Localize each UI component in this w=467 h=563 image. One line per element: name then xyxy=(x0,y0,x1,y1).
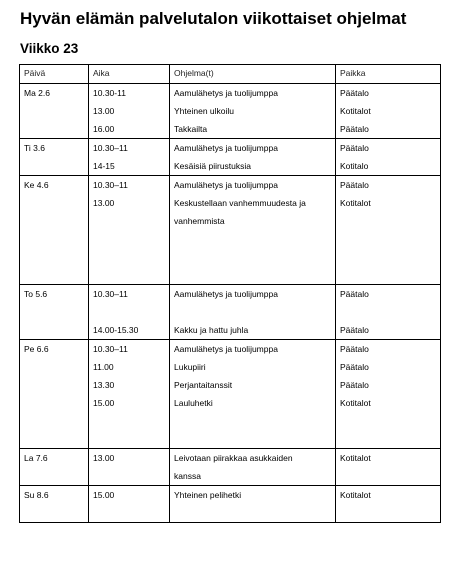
header-day: Päivä xyxy=(20,65,89,84)
time-entry xyxy=(93,248,165,266)
program-entry xyxy=(174,266,331,284)
day-label: To 5.6 xyxy=(24,289,48,299)
week-heading: Viikko 23 xyxy=(20,41,79,56)
table-row xyxy=(20,176,441,285)
day-label: Su 8.6 xyxy=(24,490,49,500)
time-entry xyxy=(93,467,165,485)
program-entry: Aamulähetys ja tuolijumppa xyxy=(174,344,278,354)
place-entry: Päätalo xyxy=(340,88,369,98)
time-entry xyxy=(93,412,165,430)
program-entry xyxy=(174,303,331,321)
time-entry: 14.00-15.30 xyxy=(93,325,139,335)
place-entry xyxy=(340,467,436,485)
place-entry: Päätalo xyxy=(340,143,369,153)
time-entry xyxy=(93,266,165,284)
time-entry: 15.00 xyxy=(93,398,115,408)
day-label: Pe 6.6 xyxy=(24,344,49,354)
place-entry: Kotitalo xyxy=(340,161,369,171)
program-cell xyxy=(170,176,336,285)
place-cell xyxy=(336,449,441,486)
program-cell xyxy=(170,449,336,486)
place-cell xyxy=(336,139,441,176)
time-entry xyxy=(93,230,165,248)
time-cell xyxy=(89,285,170,340)
program-entry: Yhteinen ulkoilu xyxy=(174,106,235,116)
place-entry: Kotitalot xyxy=(340,453,371,463)
program-entry: Aamulähetys ja tuolijumppa xyxy=(174,143,278,153)
program-entry: vanhemmista xyxy=(174,216,225,226)
place-cell xyxy=(336,176,441,285)
table-header-row xyxy=(20,65,441,84)
time-entry: 10.30-11 xyxy=(93,88,126,98)
program-entry: Aamulähetys ja tuolijumppa xyxy=(174,180,278,190)
place-entry xyxy=(340,303,436,321)
program-entry: Keskustellaan vanhemmuudesta ja xyxy=(174,198,306,208)
time-cell xyxy=(89,486,170,523)
time-cell xyxy=(89,84,170,139)
place-cell xyxy=(336,486,441,523)
time-entry: 13.00 xyxy=(93,106,115,116)
time-entry: 16.00 xyxy=(93,124,115,134)
place-entry: Päätalo xyxy=(340,380,369,390)
place-entry xyxy=(340,212,436,230)
program-entry xyxy=(174,248,331,266)
place-entry xyxy=(340,266,436,284)
program-entry: Takkailta xyxy=(174,124,208,134)
day-cell xyxy=(20,486,89,523)
program-cell xyxy=(170,486,336,523)
time-entry: 10.30–11 xyxy=(93,143,128,153)
program-entry xyxy=(174,504,331,522)
place-entry: Päätalo xyxy=(340,344,369,354)
program-entry xyxy=(174,230,331,248)
place-entry: Päätalo xyxy=(340,180,369,190)
place-entry: Kotitalot xyxy=(340,106,371,116)
program-entry: Kakku ja hattu juhla xyxy=(174,325,249,335)
table-row xyxy=(20,285,441,340)
time-entry xyxy=(93,430,165,448)
program-entry: Lauluhetki xyxy=(174,398,213,408)
time-entry: 11.00 xyxy=(93,362,114,372)
time-cell xyxy=(89,139,170,176)
place-entry: Kotitalot xyxy=(340,490,371,500)
place-entry xyxy=(340,504,436,522)
program-cell xyxy=(170,139,336,176)
day-cell xyxy=(20,285,89,340)
day-label: Ma 2.6 xyxy=(24,88,50,98)
program-cell xyxy=(170,285,336,340)
time-entry: 14-15 xyxy=(93,161,115,171)
time-cell xyxy=(89,176,170,285)
time-cell xyxy=(89,340,170,449)
day-label: Ti 3.6 xyxy=(24,143,45,153)
place-entry: Kotitalot xyxy=(340,198,371,208)
time-entry xyxy=(93,504,165,522)
schedule-table xyxy=(19,64,441,523)
program-entry: Kesäisiä piirustuksia xyxy=(174,161,252,171)
time-entry: 15.00 xyxy=(93,490,115,500)
time-entry: 13.00 xyxy=(93,198,115,208)
day-cell xyxy=(20,340,89,449)
place-entry: Kotitalot xyxy=(340,398,371,408)
time-entry xyxy=(93,212,165,230)
day-label: Ke 4.6 xyxy=(24,180,49,190)
place-entry: Päätalo xyxy=(340,362,369,372)
table-row xyxy=(20,449,441,486)
time-cell xyxy=(89,449,170,486)
program-entry: Yhteinen pelihetki xyxy=(174,490,242,500)
day-label: La 7.6 xyxy=(24,453,48,463)
place-entry xyxy=(340,430,436,448)
program-entry: kanssa xyxy=(174,471,201,481)
place-entry: Päätalo xyxy=(340,124,369,134)
time-entry: 13.00 xyxy=(93,453,115,463)
table-row xyxy=(20,340,441,449)
place-entry: Päätalo xyxy=(340,289,369,299)
day-cell xyxy=(20,139,89,176)
program-entry xyxy=(174,412,331,430)
program-entry: Perjantaitanssit xyxy=(174,380,233,390)
place-cell xyxy=(336,340,441,449)
header-program: Ohjelma(t) xyxy=(170,65,336,84)
place-cell xyxy=(336,84,441,139)
day-cell xyxy=(20,176,89,285)
page-title: Hyvän elämän palvelutalon viikottaiset ohjelmat xyxy=(20,9,407,28)
place-entry xyxy=(340,230,436,248)
time-entry: 10.30–11 xyxy=(93,344,128,354)
place-entry: Päätalo xyxy=(340,325,369,335)
time-entry: 13.30 xyxy=(93,380,115,390)
header-time: Aika xyxy=(89,65,170,84)
day-cell xyxy=(20,84,89,139)
time-entry: 10.30–11 xyxy=(93,180,128,190)
time-entry xyxy=(93,303,165,321)
table-row xyxy=(20,486,441,523)
header-place: Paikka xyxy=(336,65,441,84)
table-body xyxy=(20,84,441,523)
place-entry xyxy=(340,412,436,430)
time-entry: 10.30–11 xyxy=(93,289,128,299)
program-cell xyxy=(170,84,336,139)
program-entry xyxy=(174,430,331,448)
program-entry: Aamulähetys ja tuolijumppa xyxy=(174,88,278,98)
program-entry: Lukupiiri xyxy=(174,362,206,372)
program-cell xyxy=(170,340,336,449)
place-entry xyxy=(340,248,436,266)
table-row xyxy=(20,84,441,139)
table-row xyxy=(20,139,441,176)
day-cell xyxy=(20,449,89,486)
place-cell xyxy=(336,285,441,340)
program-entry: Leivotaan piirakkaa asukkaiden xyxy=(174,453,293,463)
program-entry: Aamulähetys ja tuolijumppa xyxy=(174,289,278,299)
